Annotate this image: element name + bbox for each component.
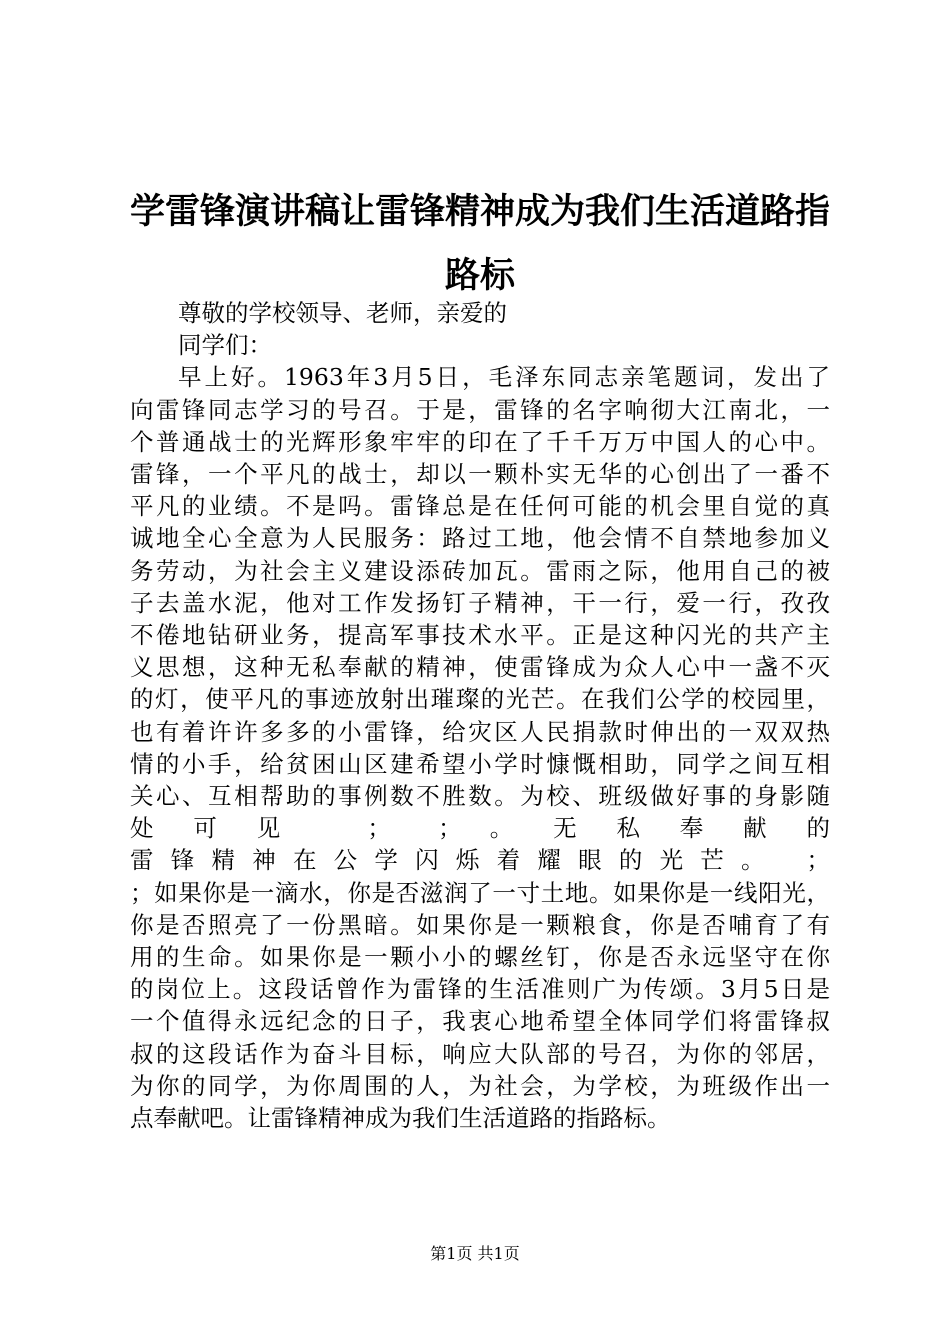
salutation-line: 尊敬的学校领导、老师，亲爱的: [178, 299, 507, 327]
body-line: 处可见 ； ；。无私奉献的: [130, 814, 830, 843]
salutation-line: 同学们：: [178, 331, 272, 360]
body-line: 雷锋精神在公学闪烁着耀眼的光芒。 ；: [130, 846, 830, 875]
speech-body: [130, 297, 830, 1134]
body-line: 个普通战士的光辉形象牢牢的印在了千千万万中国人的心中。: [130, 427, 830, 456]
body-line: 情的小手，给贫困山区建希望小学时慷慨相助，同学之间互相: [130, 749, 830, 778]
body-line: 雷锋，一个平凡的战士，却以一颗朴实无华的心创出了一番不: [130, 460, 830, 489]
body-line: ；如果你是一滴水，你是否滋润了一寸土地。如果你是一线阳光，: [130, 878, 830, 907]
body-line: 平凡的业绩。不是吗。雷锋总是在任何可能的机会里自觉的真: [130, 492, 830, 521]
body-line: 向雷锋同志学习的号召。于是，雷锋的名字响彻大江南北，一: [130, 395, 830, 424]
body-line: 为你的同学，为你周围的人，为社会，为学校，为班级作出一: [130, 1071, 830, 1100]
body-line: 一个值得永远纪念的日子，我衷心地希望全体同学们将雷锋叔: [130, 1007, 830, 1036]
body-line: 子去盖水泥，他对工作发扬钉子精神，干一行，爱一行，孜孜: [130, 588, 830, 617]
body-line: 也有着许许多多的小雷锋，给灾区人民捐款时伸出的一双双热: [130, 717, 830, 746]
body-line: 的灯，使平凡的事迹放射出璀璨的光芒。在我们公学的校园里，: [130, 685, 830, 714]
body-line: 用的生命。如果你是一颗小小的螺丝钉，你是否永远坚守在你: [130, 943, 830, 972]
body-line: 早上好。1963年3月5日，毛泽东同志亲笔题词，发出了: [178, 363, 830, 392]
page-footer: 第1页 共1页: [430, 1244, 520, 1263]
body-line: 关心、互相帮助的事例数不胜数。为校、班级做好事的身影随: [130, 782, 830, 811]
body-line: 的岗位上。这段话曾作为雷锋的生活准则广为传颂。3月5日是: [130, 975, 830, 1004]
body-line: 叔的这段话作为奋斗目标，响应大队部的号召，为你的邻居，: [130, 1039, 830, 1068]
body-line: 务劳动，为社会主义建设添砖加瓦。雷雨之际，他用自己的被: [130, 556, 830, 585]
body-line: 点奉献吧。让雷锋精神成为我们生活道路的指路标。: [130, 1104, 671, 1133]
title-line: 路标: [444, 255, 515, 296]
title-line: 学雷锋演讲稿让雷锋精神成为我们生活道路指: [129, 191, 830, 232]
body-line: 诚地全心全意为人民服务：路过工地，他会情不自禁地参加义: [130, 524, 830, 553]
page-title: [115, 180, 845, 308]
body-line: 义思想，这种无私奉献的精神，使雷锋成为众人心中一盏不灭: [130, 653, 830, 682]
body-line: 不倦地钻研业务，提高军事技术水平。正是这种闪光的共产主: [130, 621, 830, 650]
body-line: 你是否照亮了一份黑暗。如果你是一颗粮食，你是否哺育了有: [130, 910, 830, 939]
